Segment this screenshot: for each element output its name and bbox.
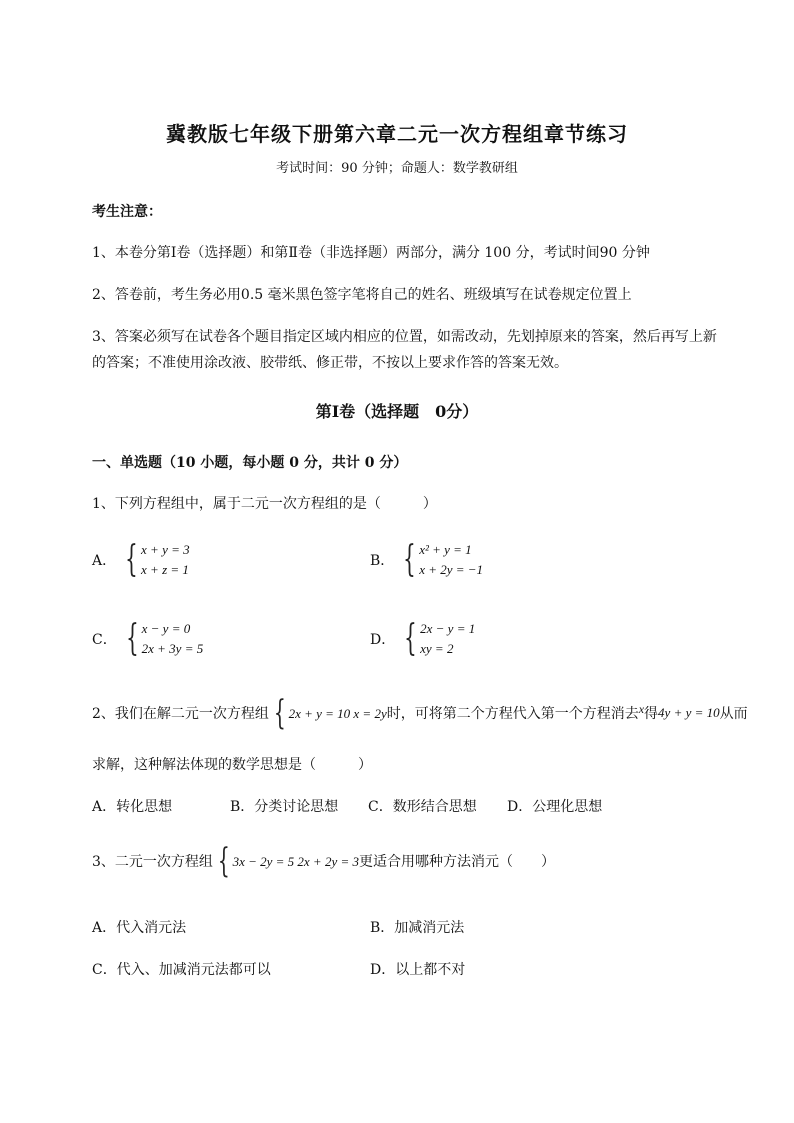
question-1-option-b[interactable] — [370, 540, 483, 580]
equation-system — [120, 540, 190, 580]
equation: xy = 2 — [420, 641, 454, 656]
equation-system — [269, 693, 387, 733]
equation-system — [121, 619, 204, 659]
question-2-stem — [92, 693, 748, 733]
question-2-option-d[interactable]: D．公理化思想 — [507, 799, 603, 815]
equation-system — [398, 540, 483, 580]
part-heading: 一、单选题（10 小题，每小题 0 分，共计 0 分） — [92, 455, 408, 471]
equation: x = 2y — [353, 705, 387, 721]
note-item-3-line-2: 的答案；不准使用涂改液、胶带纸、修正带，不按以上要求作答的答案无效。 — [92, 355, 568, 371]
option-label: A． — [92, 553, 117, 569]
question-3-option-b[interactable]: B．加减消元法 — [370, 920, 465, 936]
question-2-prefix: 2、我们在解二元一次方程组 — [92, 706, 269, 722]
variable-x: x — [638, 701, 645, 716]
document-title: 冀教版七年级下册第六章二元一次方程组章节练习 — [166, 122, 628, 146]
question-1-option-c[interactable] — [92, 619, 203, 659]
question-2-middle: 时，可将第二个方程代入第一个方程消去 — [386, 706, 639, 722]
question-3-suffix: 更适合用哪种方法消元（ ） — [359, 854, 555, 870]
equation: x + y = 3 — [141, 542, 190, 557]
result-equation: 4y + y = 10 — [658, 705, 720, 720]
question-1-option-a[interactable] — [92, 540, 190, 580]
equation: 2x + 3y = 5 — [141, 641, 204, 656]
exam-info: 考试时间：90 分钟；命题人：数学教研组 — [276, 161, 518, 176]
brace-symbol: { — [404, 618, 417, 659]
brace-symbol: { — [403, 539, 417, 580]
equation: 2x + y = 10 — [288, 705, 351, 721]
brace-symbol: { — [125, 618, 139, 659]
equation: 3x − 2y = 5 — [232, 853, 295, 869]
question-1-stem: 1、下列方程组中，属于二元一次方程组的是（ ） — [92, 496, 437, 512]
question-3-option-d[interactable]: D．以上都不对 — [370, 962, 466, 978]
note-item-1: 1、本卷分第Ⅰ卷（选择题）和第Ⅱ卷（非选择题）两部分，满分 100 分，考试时间90 分钟 — [92, 245, 650, 261]
note-item-3-line-1: 3、答案必须写在试卷各个题目指定区域内相应的位置，如需改动，先划掉原来的答案，然后再写上新 — [92, 329, 717, 345]
equation: x + z = 1 — [141, 562, 189, 577]
question-2-mid2: 得 — [644, 706, 659, 722]
note-item-2: 2、答卷前，考生务必用0.5 毫米黑色签字笔将自己的姓名、班级填写在试卷规定位置上 — [92, 287, 632, 303]
option-label: C． — [92, 632, 117, 648]
question-2-line-2: 求解，这种解法体现的数学思想是（ ） — [92, 757, 372, 773]
question-2-option-b[interactable]: B．分类讨论思想 — [230, 799, 339, 815]
equation: x² + y = 1 — [419, 542, 472, 557]
equation: x − y = 0 — [141, 621, 191, 636]
brace-symbol: { — [125, 539, 138, 580]
question-2-option-a[interactable]: A．转化思想 — [92, 799, 173, 815]
question-3-prefix: 3、二元一次方程组 — [92, 854, 213, 870]
equation-system — [213, 841, 359, 881]
question-3-option-c[interactable]: C．代入、加减消元法都可以 — [92, 962, 271, 978]
question-1-option-d[interactable] — [370, 619, 475, 659]
option-label: D． — [370, 632, 396, 648]
brace-symbol: { — [273, 693, 286, 733]
equation: 2x + 2y = 3 — [297, 853, 359, 869]
question-3-stem — [92, 841, 555, 881]
question-3-option-a[interactable]: A．代入消元法 — [92, 920, 187, 936]
notes-heading: 考生注意： — [92, 204, 162, 220]
equation: x + 2y = −1 — [419, 562, 484, 577]
option-label: B． — [370, 553, 395, 569]
question-2-suffix: 从而 — [719, 706, 748, 722]
equation-system — [399, 619, 475, 659]
question-2-option-c[interactable]: C．数形结合思想 — [368, 799, 477, 815]
section-title: 第Ⅰ卷（选择题 0分） — [315, 402, 479, 421]
equation: 2x − y = 1 — [420, 621, 476, 636]
brace-symbol: { — [217, 841, 230, 881]
